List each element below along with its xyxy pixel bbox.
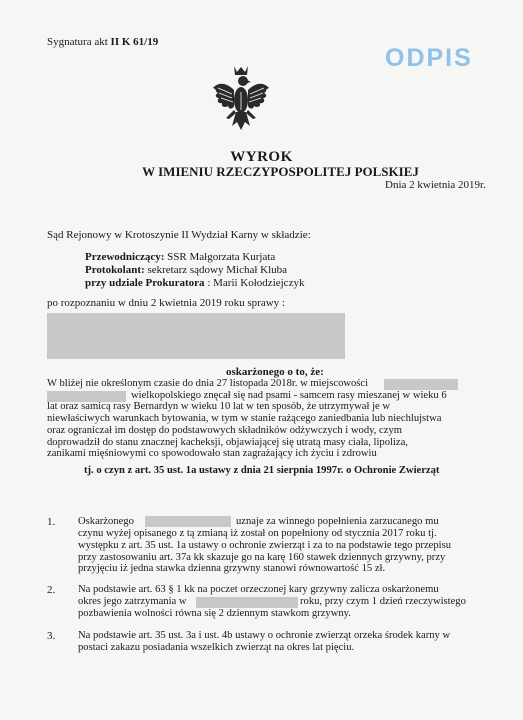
verdict-date: Dnia 2 kwietnia 2019r. bbox=[385, 179, 486, 191]
verdict-1-line-2: czynu wyżej opisanego z tą zmianą iż został on popełniony od stycznia 2017 roku tj. bbox=[78, 528, 437, 539]
chair-label: Przewodniczący: bbox=[85, 251, 165, 263]
verdict-2-number: 2. bbox=[47, 584, 56, 596]
chair-value: SSR Małgorzata Kurjata bbox=[167, 251, 276, 263]
verdict-subtitle: W IMIENIU RZECZYPOSPOLITEJ POLSKIEJ bbox=[142, 164, 419, 179]
accused-line-2: wielkopolskiego znęcał się nad psami - samcem rasy mieszanej w wieku 6 bbox=[131, 390, 447, 401]
clerk-value: sekretarz sądowy Michał Kluba bbox=[147, 264, 288, 276]
prosecutor-line bbox=[85, 277, 304, 289]
charge-line: tj. o czyn z art. 35 ust. 1a ustawy z dnia 21 sierpnia 1997r. o Ochronie Zwierząt bbox=[84, 465, 440, 476]
case-signature bbox=[47, 36, 158, 48]
verdict-2-line-2b: roku, przy czym 1 dzień rzeczywistego bbox=[300, 596, 466, 607]
signature-value: II K 61/19 bbox=[110, 36, 159, 48]
signature-label: Sygnatura akt bbox=[47, 36, 108, 48]
accused-line-1: W bliżej nie określonym czasie do dnia 27 listopada 2018r. w miejscowości bbox=[47, 378, 369, 389]
verdict-1-line-1b: uznaje za winnego popełnienia zarzucanego mu bbox=[236, 516, 439, 527]
chair-line bbox=[85, 251, 275, 263]
redacted-place bbox=[384, 379, 458, 390]
prosecutor-label: przy udziale Prokuratora bbox=[85, 277, 205, 289]
copy-stamp: ODPIS bbox=[385, 44, 473, 72]
verdict-2-line-2a: okres jego zatrzymania w bbox=[78, 596, 187, 607]
case-line: po rozpoznaniu w dniu 2 kwietnia 2019 roku sprawy : bbox=[47, 297, 285, 309]
verdict-3-line-2: postaci zakazu posiadania wszelkich zwierząt na okres lat pięciu. bbox=[78, 642, 355, 653]
verdict-3-number: 3. bbox=[47, 630, 56, 642]
verdict-1-number: 1. bbox=[47, 516, 56, 528]
verdict-2-line-1: Na podstawie art. 63 § 1 kk na poczet orzeczonej kary grzywny zalicza oskarżonemu bbox=[78, 584, 439, 595]
accused-line-6: doprowadził do stanu znacznej kacheksji, objawiającej się utratą masy ciała, lipoliza, bbox=[47, 437, 408, 448]
prosecutor-value: : Marii Kołodziejczyk bbox=[207, 277, 305, 289]
redacted-detention-date bbox=[196, 597, 298, 608]
verdict-1-line-4: przy zastosowaniu art. 37a kk skazuje go na karę 160 stawek dziennych grzywny, przy bbox=[78, 552, 446, 563]
accused-line-5: oraz ograniczał im dostęp do podstawowych składników odżywczych i wody, czym bbox=[47, 425, 402, 436]
accused-line-4: niewłaściwych warunkach bytowania, w tym w stanie rażącego zaniedbania lub niechlujstwa bbox=[47, 413, 442, 424]
accused-line-7: zanikami mięśniowymi co spowodowało stan zagrażający ich życiu i zdrowiu bbox=[47, 448, 377, 459]
verdict-1-line-3: występku z art. 35 ust. 1a ustawy o ochronie zwierząt i za to na podstawie tego przepisu bbox=[78, 540, 452, 551]
eagle-emblem-icon bbox=[212, 64, 270, 140]
verdict-title: WYROK bbox=[230, 149, 293, 165]
verdict-1-line-5: przyjęciu iż jedna stawka dzienna grzywny stanowi równowartość 15 zł. bbox=[78, 563, 386, 574]
verdict-3-line-1: Na podstawie art. 35 ust. 3a i ust. 4b ustawy o ochronie zwierząt orzeka środek karny w bbox=[78, 630, 451, 641]
verdict-1-line-1a: Oskarżonego bbox=[78, 516, 134, 527]
accused-heading: oskarżonego o to, że: bbox=[226, 366, 324, 378]
clerk-label: Protokolant: bbox=[85, 264, 145, 276]
redacted-defendant-name bbox=[145, 516, 231, 527]
court-intro: Sąd Rejonowy w Krotoszynie II Wydział Karny w składzie: bbox=[47, 229, 311, 241]
clerk-line bbox=[85, 264, 287, 276]
accused-line-3: lat oraz samicą rasy Bernardyn w wieku 10 lat w ten sposób, że utrzymywał je w bbox=[47, 401, 391, 412]
verdict-2-line-3: pozbawienia wolności równa się 2 dziennym stawkom grzywny. bbox=[78, 608, 351, 619]
redacted-defendant-block bbox=[47, 313, 345, 359]
